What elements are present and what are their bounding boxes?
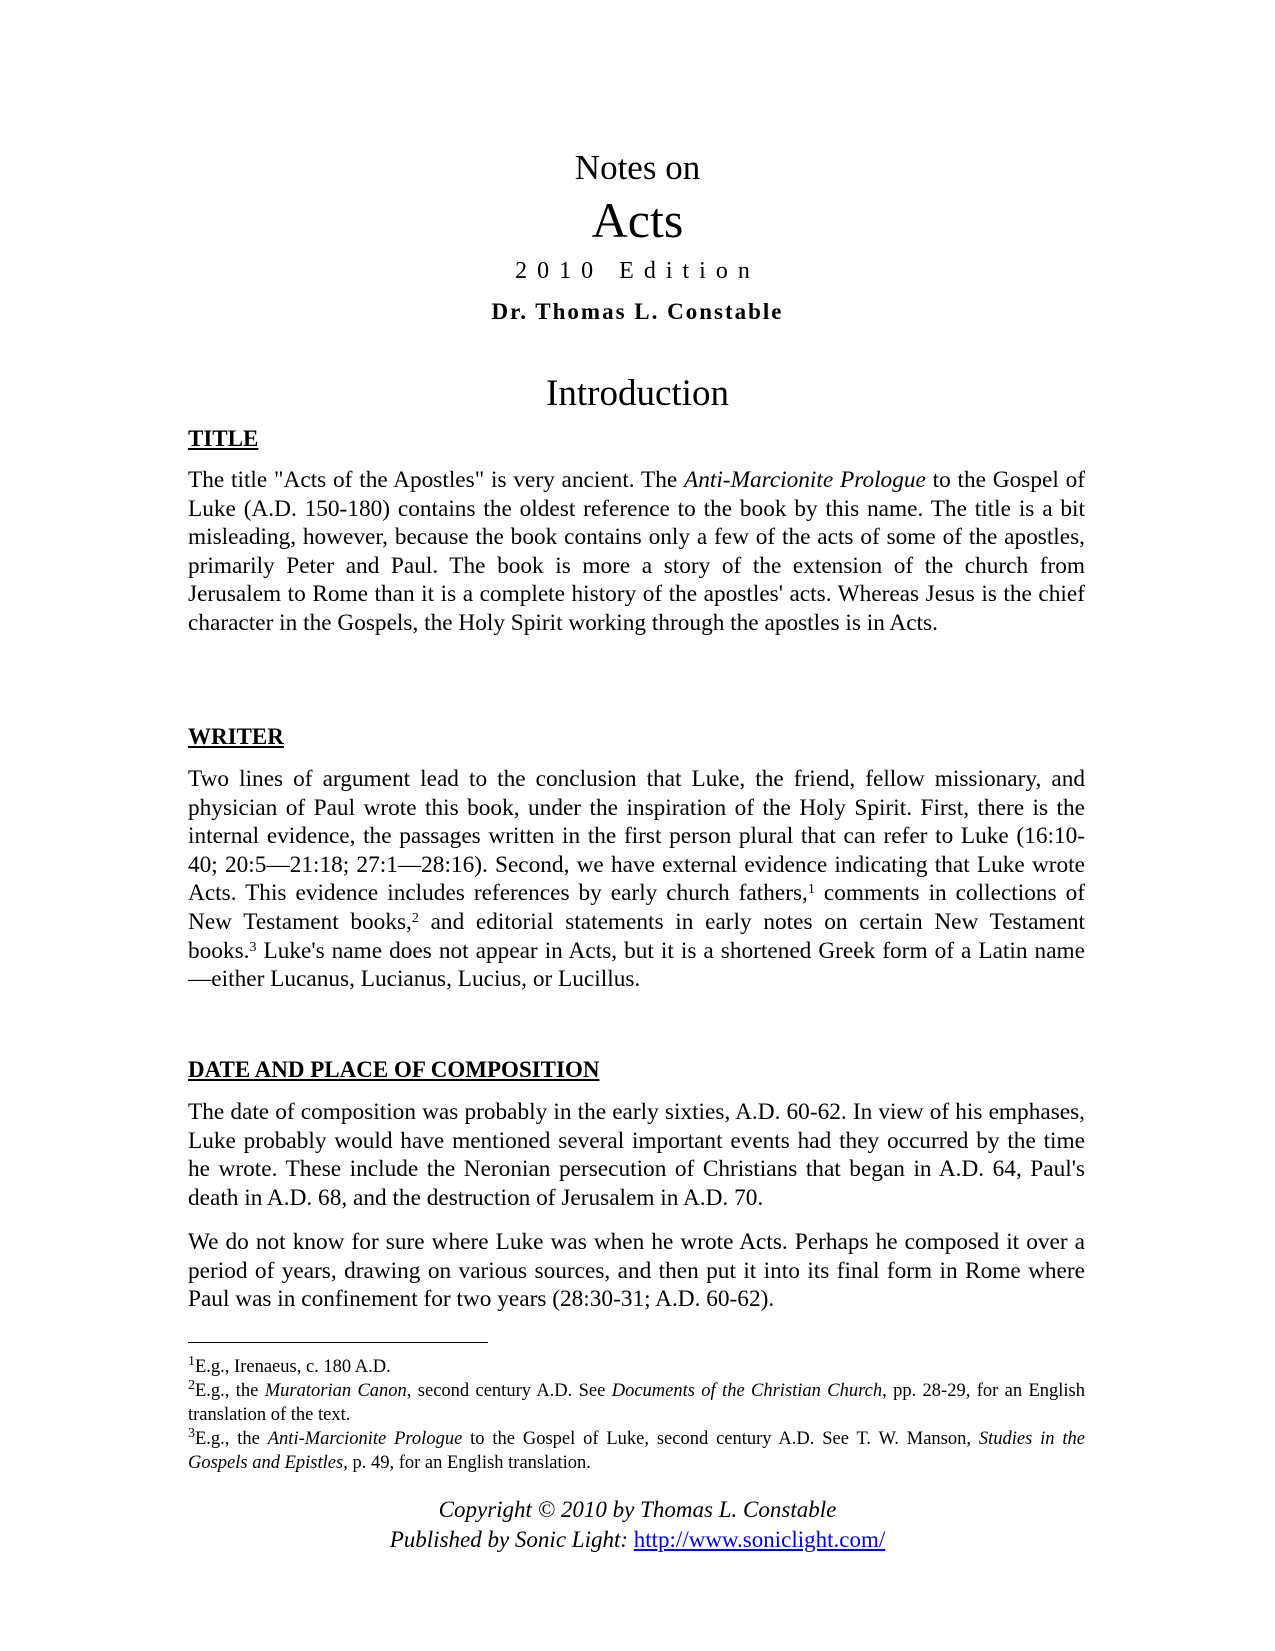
footnote-2-text-c: , pp. 28-29, for an English translation of the text. (188, 1381, 1085, 1425)
title-paragraph (188, 466, 1085, 638)
book-title: Acts (591, 192, 684, 248)
page-footer (0, 1495, 1275, 1555)
notes-on-label: Notes on (574, 148, 701, 187)
footnote-3-emphasis-1: Anti-Marcionite Prologue (267, 1429, 463, 1449)
footnote-1 (188, 1355, 1085, 1379)
copyright-line: Copyright © 2010 by Thomas L. Constable (438, 1497, 837, 1522)
date-paragraph-1: The date of composition was probably in the early sixties, A.D. 60-62. In view of his emphases, Luke probably would have mentioned several important events had they occurred by the time he wrote. These include the Neronian persecution of Christians that began in A.D. 64, Paul's death in A.D. 68, and the destruction of Jerusalem in A.D. 70. (188, 1099, 1085, 1211)
footnote-ref-1[interactable]: 1 (807, 882, 815, 898)
title-heading: TITLE (188, 426, 259, 451)
writer-text-c: and editorial statements in early notes on certain New Testament books. (188, 908, 1085, 964)
date-section (188, 1056, 1085, 1084)
writer-paragraph-block (188, 765, 1085, 994)
footnote-3-text-b: to the Gospel of Luke, second century A.D. See T. W. Manson, (462, 1429, 979, 1449)
footnote-1-mark: 1 (188, 1354, 195, 1369)
publisher-label: Published by Sonic Light: (389, 1527, 634, 1552)
date-heading: DATE AND PLACE OF COMPOSITION (188, 1057, 600, 1082)
date-paragraph-2: We do not know for sure where Luke was when he wrote Acts. Perhaps he composed it over a period of years, drawing on various sources, and then put it into its final form in Rome where Paul was in confinement for two years (28:30-31; A.D. 60-62). (188, 1229, 1085, 1313)
writer-heading: WRITER (188, 724, 284, 749)
section-title: Introduction (546, 373, 729, 414)
writer-text-b: comments in collections of New Testament books, (188, 880, 1085, 935)
footnote-2-text-b: , second century A.D. See (406, 1381, 612, 1401)
date-paragraph-block-2 (188, 1228, 1085, 1314)
footnote-2-emphasis-1: Muratorian Canon (264, 1381, 407, 1401)
title-text-b: to the Gospel of Luke (A.D. 150-180) contains the oldest reference to the book by this name. The title is a bit misleading, however, because the book contains only a few of the acts of some of the apostles, primarily Peter and Paul. The book is more a story of the extension of the church from Jerusalem to Rome than it is a complete history of the apostles' acts. Whereas Jesus is the chief character in the Gospels, the Holy Spirit working through the apostles is in Acts. (188, 467, 1085, 636)
footnote-3-text-c: , p. 49, for an English translation. (343, 1453, 591, 1473)
edition-label: 2010 Edition (515, 258, 760, 284)
writer-text-a: Two lines of argument lead to the conclusion that Luke, the friend, fellow missionary, and physician of Paul wrote this book, under the inspiration of the Holy Spirit. First, there is the internal evidence, the passages written in the first person plural that can refer to Luke (16:10-40; 20:5—21:18; 27:1—28:16). Second, we have external evidence indicating that Luke wrote Acts. This evidence includes references by early church fathers, (188, 766, 1085, 907)
writer-section (188, 723, 1085, 751)
title-paragraph-block (188, 466, 1085, 638)
footnote-3-emphasis-2: Studies in the Gospels and Epistles (188, 1429, 1086, 1473)
writer-paragraph (188, 765, 1085, 994)
footnote-2-emphasis-2: Documents of the Christian Church (611, 1381, 883, 1401)
title-text-emphasis: Anti-Marcionite Prologue (683, 467, 926, 493)
footnote-2 (188, 1379, 1085, 1427)
footnote-3-text-a: E.g., the (195, 1429, 268, 1449)
date-paragraph-block-1 (188, 1098, 1085, 1212)
title-text-a: The title "Acts of the Apostles" is very ancient. The (188, 467, 684, 493)
title-section (188, 425, 1085, 453)
footnote-3-mark: 3 (188, 1426, 195, 1441)
writer-text-d: Luke's name does not appear in Acts, but it is a shortened Greek form of a Latin name—either Lucanus, Lucianus, Lucius, or Lucillus. (188, 937, 1085, 993)
publisher-link[interactable]: http://www.soniclight.com/ (633, 1527, 886, 1552)
footnotes (188, 1355, 1085, 1475)
footnote-divider (188, 1342, 488, 1343)
footnote-ref-3[interactable]: 3 (249, 939, 257, 955)
footnote-1-text: E.g., Irenaeus, c. 180 A.D. (195, 1357, 391, 1377)
footnote-ref-2[interactable]: 2 (411, 910, 419, 926)
footnote-2-text-a: E.g., the (195, 1381, 265, 1401)
publisher-line (0, 1525, 1275, 1555)
footnote-2-mark: 2 (188, 1378, 195, 1393)
author-name: Dr. Thomas L. Constable (491, 299, 784, 324)
footnote-3 (188, 1427, 1085, 1475)
